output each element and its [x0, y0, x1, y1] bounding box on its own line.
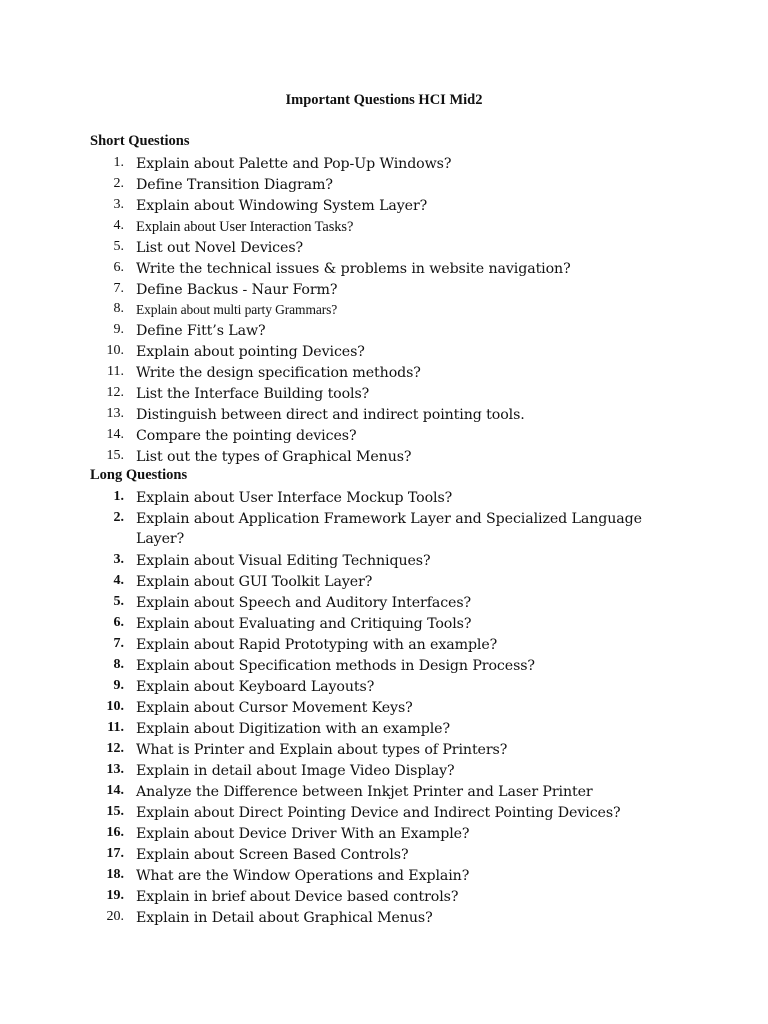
question-text: Explain about Direct Pointing Device and Indirect Pointing Devices? — [136, 805, 621, 821]
question-text: Explain about Keyboard Layouts? — [136, 679, 375, 695]
question-number: 4. — [113, 573, 124, 588]
question-number: 8. — [113, 657, 124, 672]
question-number: 9. — [113, 322, 124, 337]
question-number: 6. — [113, 260, 124, 275]
short-questions-heading: Short Questions — [90, 133, 190, 149]
long-questions-heading: Long Questions — [90, 467, 188, 483]
question-number: 10. — [106, 699, 124, 714]
question-number: 18. — [106, 867, 124, 882]
question-number: 3. — [113, 552, 124, 567]
question-text: Explain in brief about Device based controls? — [136, 889, 459, 905]
question-number: 14. — [106, 783, 124, 798]
question-number: 1. — [113, 155, 124, 170]
question-text: Distinguish between direct and indirect pointing tools. — [136, 407, 525, 423]
question-text: Write the technical issues & problems in website navigation? — [136, 261, 571, 277]
question-text: Explain about Evaluating and Critiquing Tools? — [136, 616, 472, 632]
question-text: List out Novel Devices? — [136, 240, 304, 256]
question-text: Compare the pointing devices? — [136, 428, 357, 444]
question-number: 7. — [113, 281, 124, 296]
question-number: 2. — [113, 510, 124, 525]
question-text: Explain about Screen Based Controls? — [136, 847, 409, 863]
question-text: Explain about Specification methods in Design Process? — [136, 658, 535, 674]
question-text: Explain about GUI Toolkit Layer? — [136, 574, 373, 590]
question-text: List out the types of Graphical Menus? — [136, 449, 412, 465]
question-number: 4. — [113, 218, 124, 233]
question-text: Explain in Detail about Graphical Menus? — [136, 910, 433, 926]
question-number: 12. — [106, 385, 124, 400]
question-text: Explain about Visual Editing Techniques? — [136, 553, 431, 569]
question-number: 13. — [106, 406, 124, 421]
question-number: 19. — [106, 888, 124, 903]
question-text: Explain about Device Driver With an Example? — [136, 826, 470, 842]
question-text: Explain about User Interface Mockup Tools? — [136, 490, 453, 506]
question-text: Explain about pointing Devices? — [136, 344, 365, 360]
question-text: Write the design specification methods? — [136, 365, 421, 381]
question-text: Define Backus - Naur Form? — [136, 282, 338, 298]
question-text: Explain about User Interaction Tasks? — [136, 219, 354, 235]
question-text: Explain about Windowing System Layer? — [136, 198, 428, 214]
question-number: 12. — [106, 741, 124, 756]
page-title: Important Questions HCI Mid2 — [285, 92, 483, 108]
question-text: Explain about Digitization with an example? — [136, 721, 450, 737]
question-text: What are the Window Operations and Explain? — [136, 868, 470, 884]
question-text: Explain about multi party Grammars? — [136, 302, 338, 317]
question-number: 20. — [106, 909, 124, 924]
question-number: 10. — [106, 343, 124, 358]
question-number: 5. — [113, 239, 124, 254]
question-number: 14. — [106, 427, 124, 442]
question-number: 13. — [106, 762, 124, 777]
question-number: 2. — [113, 176, 124, 191]
question-number: 11. — [107, 720, 124, 735]
question-text: Analyze the Difference between Inkjet Printer and Laser Printer — [136, 784, 593, 800]
question-text: List the Interface Building tools? — [136, 386, 370, 402]
question-number: 3. — [113, 197, 124, 212]
question-number: 7. — [113, 636, 124, 651]
question-number: 8. — [113, 301, 124, 316]
question-number: 15. — [106, 448, 124, 463]
question-number: 11. — [107, 364, 124, 379]
question-text: Explain about Application Framework Layer and Specialized Language Layer? — [136, 511, 642, 547]
question-number: 6. — [113, 615, 124, 630]
question-text: Define Transition Diagram? — [136, 177, 333, 193]
question-text: Explain about Rapid Prototyping with an example? — [136, 637, 498, 653]
question-number: 16. — [106, 825, 124, 840]
question-number: 17. — [106, 846, 124, 861]
question-text: Explain in detail about Image Video Display? — [136, 763, 455, 779]
question-text: Explain about Speech and Auditory Interfaces? — [136, 595, 472, 611]
question-text: Explain about Palette and Pop-Up Windows? — [136, 156, 452, 172]
question-number: 15. — [106, 804, 124, 819]
question-text: What is Printer and Explain about types of Printers? — [136, 742, 508, 758]
question-number: 5. — [113, 594, 124, 609]
question-text: Define Fitt’s Law? — [136, 323, 266, 339]
question-number: 9. — [113, 678, 124, 693]
question-number: 1. — [113, 489, 124, 504]
question-text: Explain about Cursor Movement Keys? — [136, 700, 413, 716]
